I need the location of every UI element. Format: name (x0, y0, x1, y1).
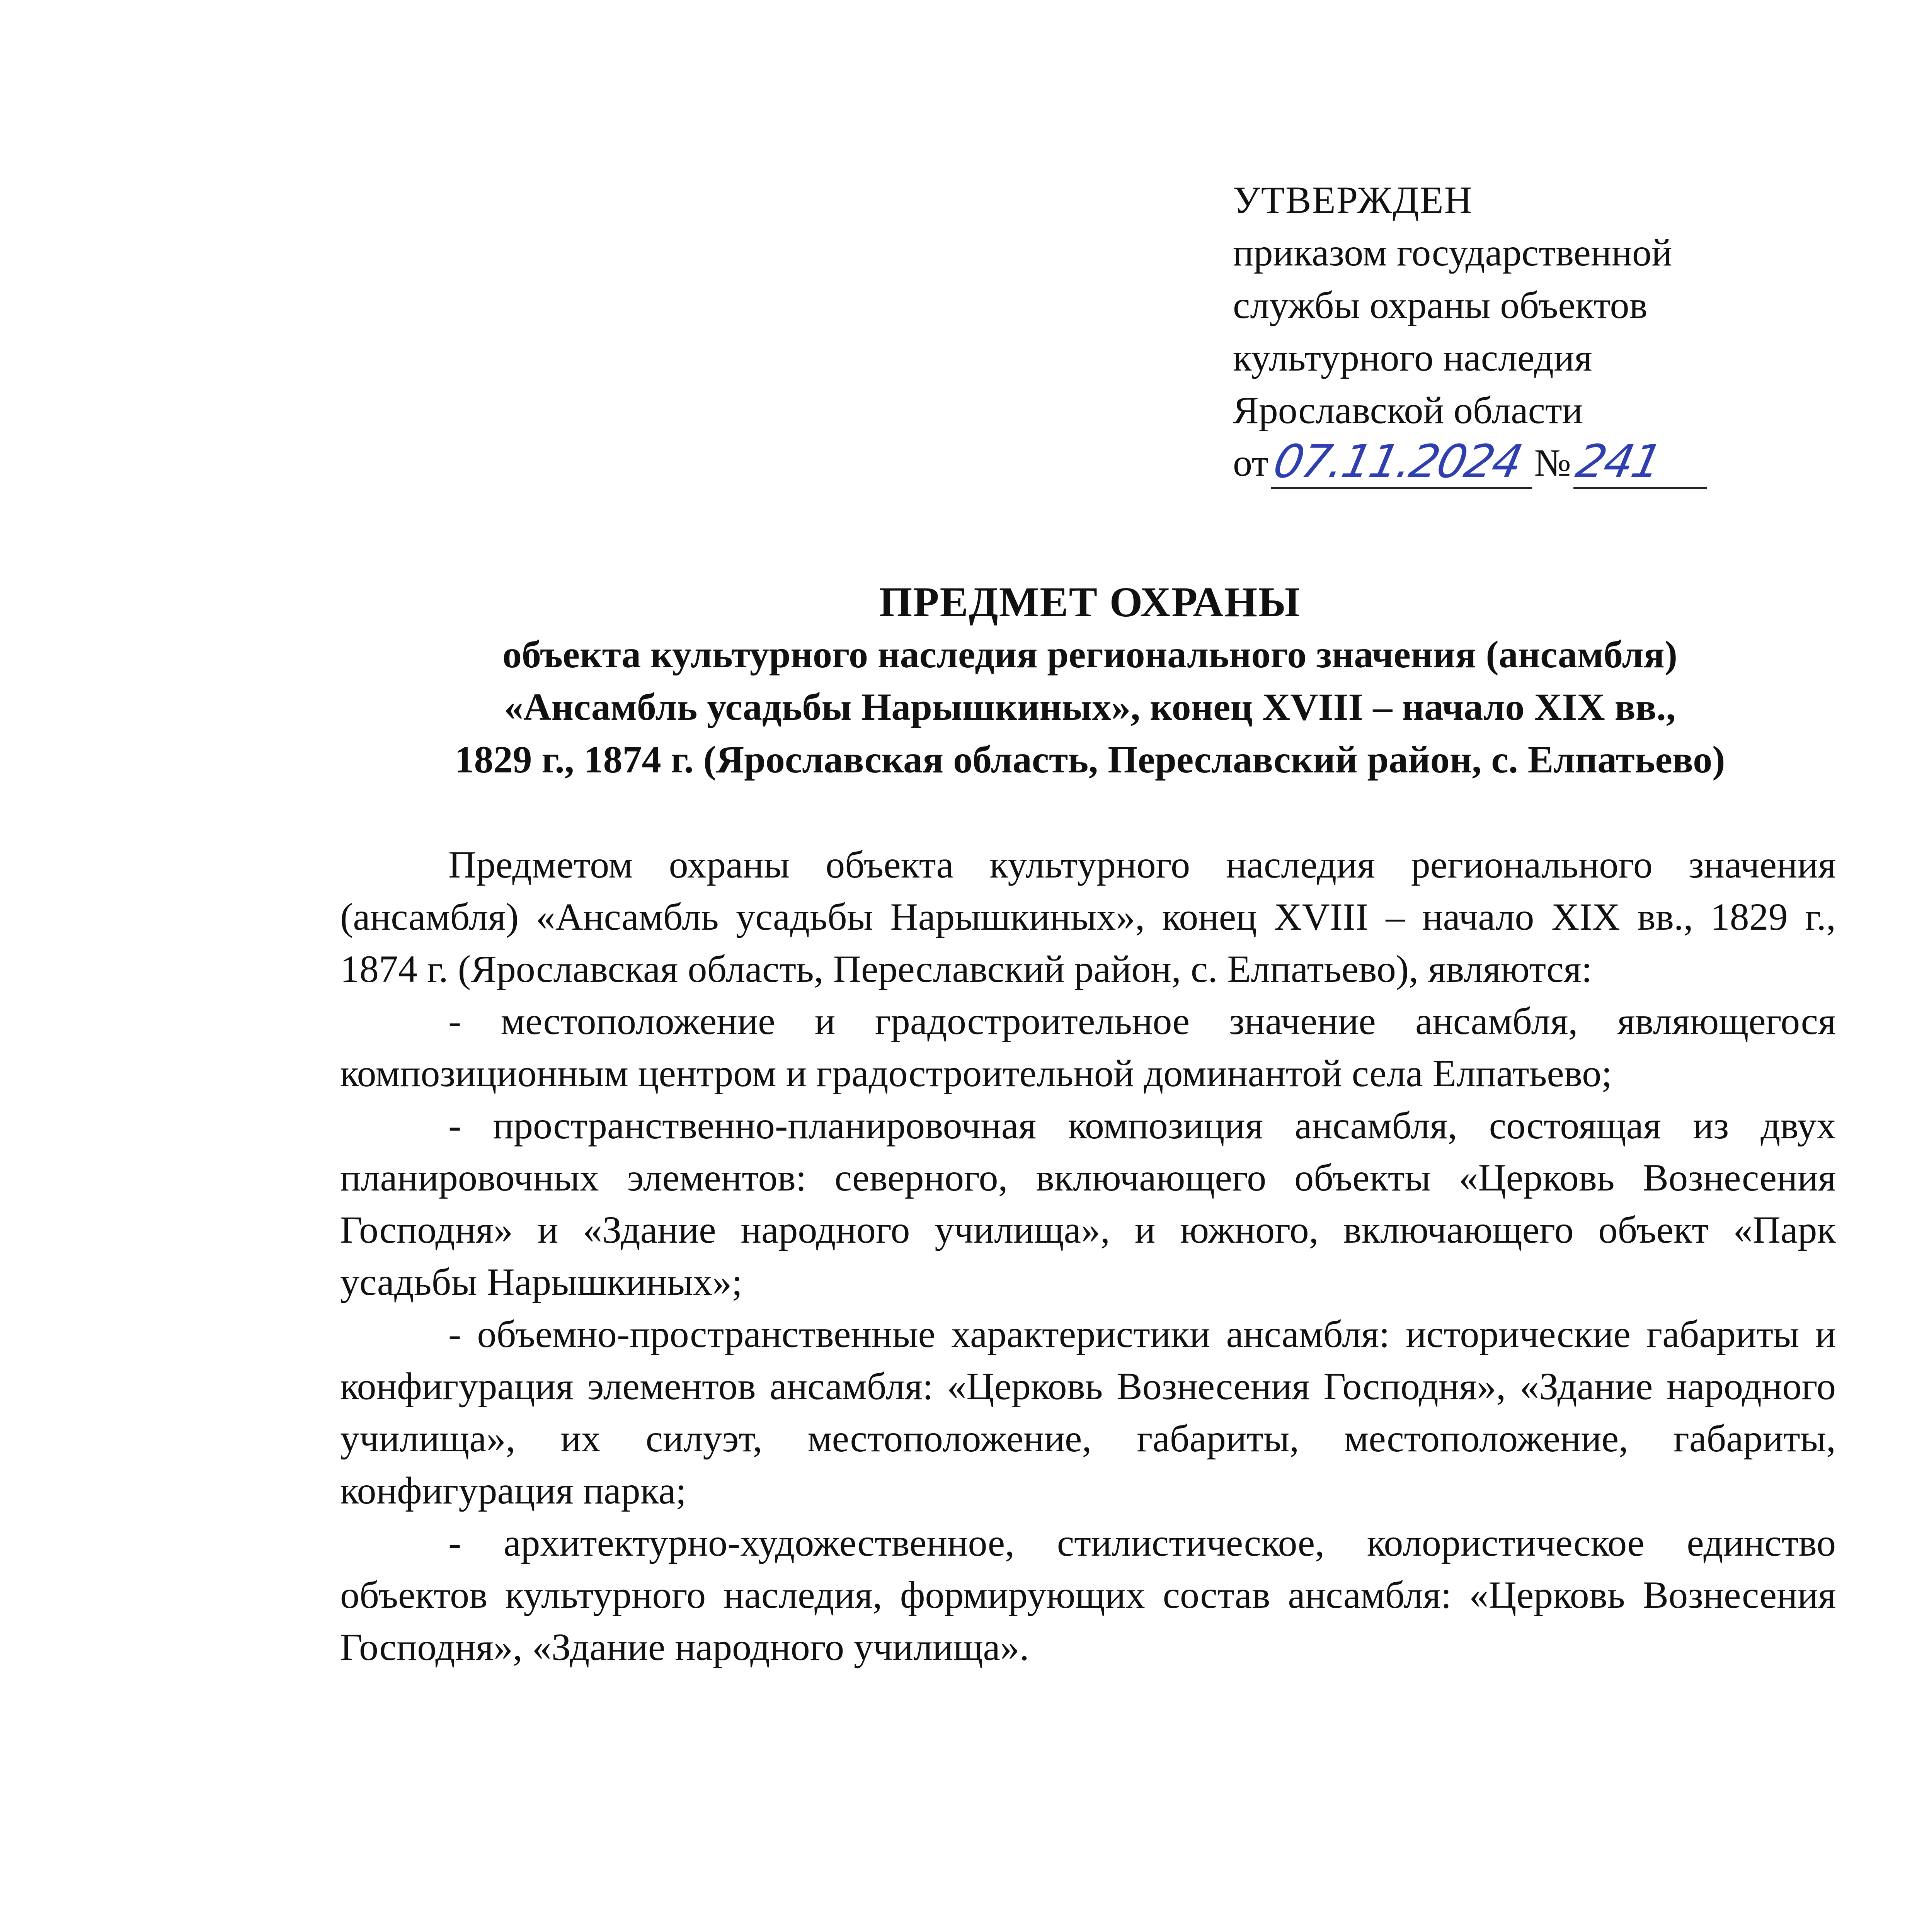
document-title: ПРЕДМЕТ ОХРАНЫ (879, 578, 1301, 626)
number-blank (1571, 435, 1707, 489)
date-number-line (1233, 437, 1797, 489)
body-paragraph: Предметом охраны объекта культурного наследия регионального значения (ансамбля) «Ансамбль усадьбы Нарышкиных», конец XVIII – начало XIX вв., 1829 г., 1874 г. (Ярославская область, Переславский район, с. Елпатьево), являются: (340, 843, 1836, 990)
handwritten-date: 07.11.2024 (1269, 435, 1526, 488)
heading-line: 1829 г., 1874 г. (Ярославская область, Переславский район, с. Елпатьево) (455, 738, 1725, 781)
body-paragraph: - местоположение и градостроительное значение ансамбля, являющегося композиционным центром и градостроительной доминантой села Елпатьево; (340, 1000, 1836, 1095)
approval-line: службы охраны объектов (1233, 284, 1648, 327)
approval-line: приказом государственной (1233, 231, 1672, 274)
number-sign: № (1534, 441, 1571, 484)
heading-line: «Ансамбль усадьбы Нарышкиных», конец XVIII – начало XIX вв., (504, 685, 1676, 728)
approval-block (1233, 174, 1797, 489)
body-paragraph: - архитектурно-художественное, стилистическое, колористическое единство объектов культурного наследия, формирующих состав ансамбля: «Церковь Вознесения Господня», «Здание народного училища». (340, 1521, 1836, 1668)
approval-line: Ярославской области (1233, 389, 1583, 432)
body-paragraph: - пространственно-планировочная композиция ансамбля, состоящая из двух планировочных элементов: северного, включающего объекты «Церковь Вознесения Господня» и «Здание народного училища», и южного, включающего объект «Парк усадьбы Нарышкиных»; (340, 1104, 1836, 1303)
document-body (340, 838, 1836, 1673)
approval-line: культурного наследия (1233, 336, 1592, 379)
approval-label: УТВЕРЖДЕН (1233, 179, 1473, 221)
handwritten-number: 241 (1571, 435, 1665, 488)
body-paragraph: - объемно-пространственные характеристики ансамбля: исторические габариты и конфигурация элементов ансамбля: «Церковь Вознесения Господня», «Здание народного училища», их силуэт, местоположение, габариты, местоположение, габариты, конфигурация парка; (340, 1313, 1836, 1512)
heading-line: объекта культурного наследия регионального значения (ансамбля) (502, 633, 1678, 676)
date-blank (1269, 435, 1532, 489)
date-prefix: от (1233, 441, 1269, 484)
document-heading (336, 576, 1844, 786)
